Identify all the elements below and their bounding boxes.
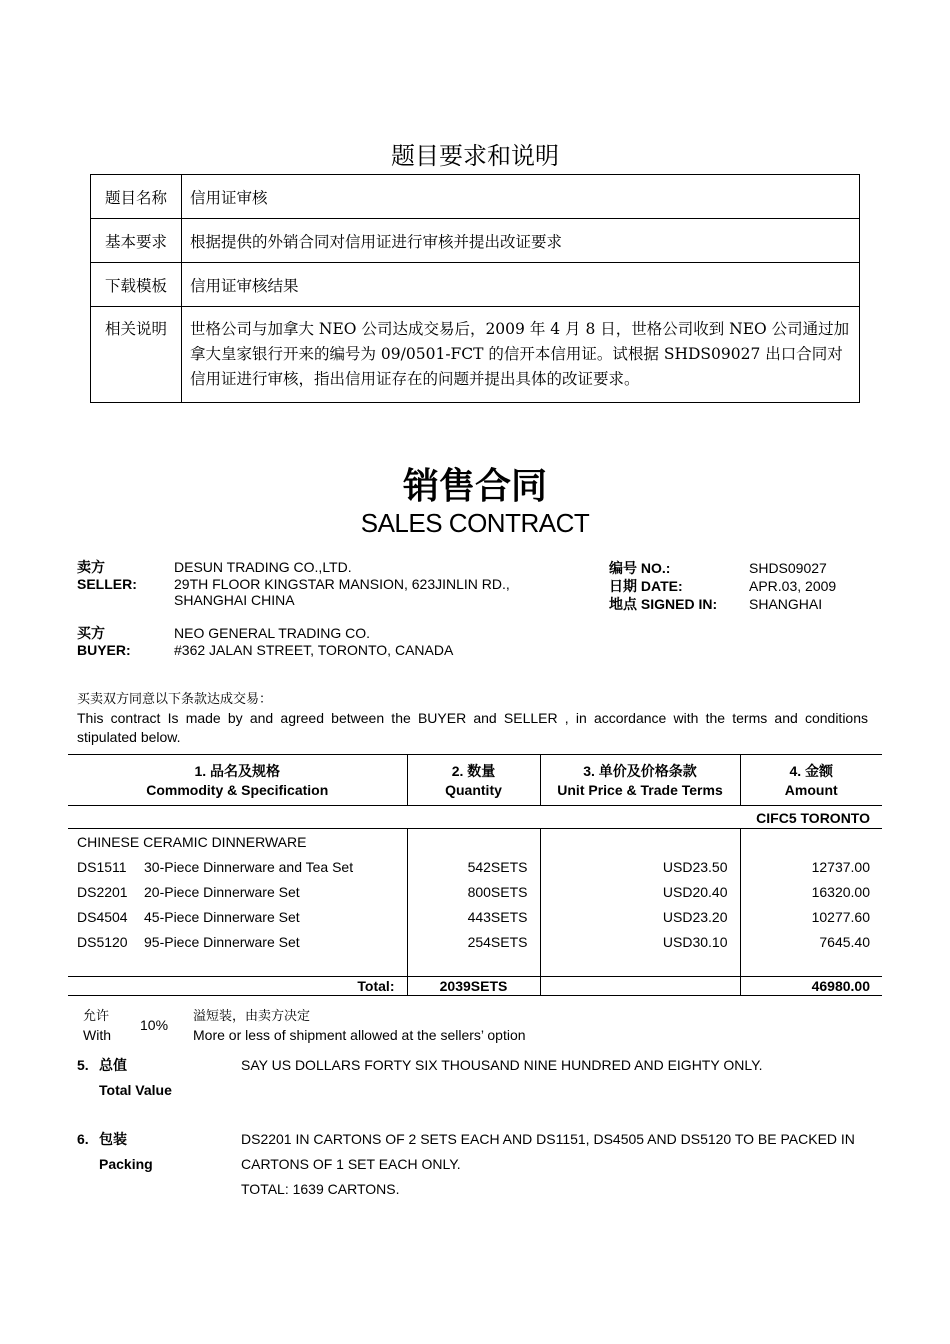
- packing-line: TOTAL: 1639 CARTONS.: [241, 1181, 400, 1197]
- contract-meta-labels: [609, 559, 717, 613]
- requirements-table: [90, 174, 860, 403]
- contract-signed-value: SHANGHAI: [749, 596, 823, 612]
- buyer-label: [77, 625, 131, 658]
- item-price: USD23.20: [540, 904, 740, 929]
- contract-signed-label: 地点 SIGNED IN:: [609, 596, 718, 612]
- item-code: DS1511: [77, 858, 127, 875]
- seller-address-line1: 29TH FLOOR KINGSTAR MANSION, 623JINLIN RD.,: [174, 575, 510, 592]
- item-qty: 800SETS: [407, 879, 540, 904]
- seller-info: [174, 559, 510, 609]
- requirements-title: 题目要求和说明: [391, 142, 559, 170]
- seller-label: [77, 559, 137, 592]
- table-row: [68, 854, 882, 879]
- requirements-key: 下载模板: [91, 263, 182, 307]
- table-row-spacer: [68, 954, 882, 977]
- item-desc: 95-Piece Dinnerware Set: [144, 933, 300, 950]
- item-qty: 443SETS: [407, 904, 540, 929]
- allowance-percent: 10%: [140, 1017, 169, 1033]
- requirements-key: 基本要求: [91, 219, 182, 263]
- section-5-label: [99, 1053, 172, 1103]
- table-row: [68, 879, 882, 904]
- item-amount: 16320.00: [740, 879, 882, 904]
- requirements-row: [91, 263, 860, 307]
- section-6-value: [241, 1127, 881, 1202]
- seller-label-cn: 卖方: [77, 559, 105, 575]
- item-code: DS5120: [77, 933, 128, 950]
- allowance-text-cn: 溢短装，由卖方决定: [193, 1009, 311, 1024]
- trade-term-row: [68, 806, 882, 829]
- item-amount: 7645.40: [740, 929, 882, 954]
- header-commodity: 1. 品名及规格 Commodity & Specification: [68, 755, 407, 806]
- buyer-address: #362 JALAN STREET, TORONTO, CANADA: [174, 641, 454, 658]
- contract-title-cn: 销售合同: [402, 466, 547, 507]
- buyer-label-cn: 买方: [77, 625, 105, 641]
- contract-no-value: SHDS09027: [749, 560, 827, 576]
- item-desc: 30-Piece Dinnerware and Tea Set: [144, 858, 354, 875]
- agreement-en: This contract Is made by and agreed between the BUYER and SELLER , in accordance with the terms and conditions stipulated below.: [77, 710, 868, 745]
- requirements-row: [91, 307, 860, 403]
- item-amount: 12737.00: [740, 854, 882, 879]
- total-label: Total:: [68, 977, 407, 996]
- goods-header-row: [68, 755, 882, 806]
- seller-name: DESUN TRADING CO.,LTD.: [174, 559, 352, 575]
- section-5-label-en: Total Value: [99, 1082, 172, 1098]
- allowance-label-cn: 允许: [83, 1009, 110, 1024]
- section-5-value: [241, 1053, 881, 1078]
- product-group: CHINESE CERAMIC DINNERWARE: [77, 833, 307, 850]
- allowance-text-en: More or less of shipment allowed at the sellers’ option: [193, 1027, 526, 1043]
- requirements-key: 题目名称: [91, 175, 182, 219]
- item-desc: 20-Piece Dinnerware Set: [144, 883, 300, 900]
- header-amount: 4. 金额 Amount: [740, 755, 882, 806]
- item-qty: 542SETS: [407, 854, 540, 879]
- seller-address-line2: SHANGHAI CHINA: [174, 592, 295, 608]
- item-code: DS2201: [77, 883, 128, 900]
- table-row: [68, 904, 882, 929]
- allowance-label: [83, 1008, 111, 1044]
- table-row: [68, 829, 882, 855]
- requirements-value: 信用证审核: [182, 175, 860, 219]
- requirements-row: [91, 219, 860, 263]
- item-amount: 10277.60: [740, 904, 882, 929]
- section-5-label-cn: 总值: [99, 1057, 127, 1073]
- item-price: USD20.40: [540, 879, 740, 904]
- requirements-row: [91, 175, 860, 219]
- item-qty: 254SETS: [407, 929, 540, 954]
- item-code: DS4504: [77, 908, 128, 925]
- header-unit-price: 3. 单价及价格条款 Unit Price & Trade Terms: [540, 755, 740, 806]
- item-desc: 45-Piece Dinnerware Set: [144, 908, 300, 925]
- requirements-value: 世格公司与加拿大 NEO 公司达成交易后，2009 年 4 月 8 日，世格公司收到 NEO 公司通过加拿大皇家银行开来的编号为 09/0501-FCT 的信开本信用证。试根据 SHDS09027 出口合同对信用证进行审核，指出信用证存在的问题并提出具体的改证要求。: [182, 307, 860, 403]
- buyer-label-en: BUYER:: [77, 641, 131, 658]
- allowance-label-en: With: [83, 1027, 111, 1043]
- buyer-name: NEO GENERAL TRADING CO.: [174, 625, 371, 641]
- section-5-number: 5.: [77, 1057, 89, 1073]
- agreement-text: [77, 690, 868, 747]
- requirements-key: 相关说明: [91, 307, 182, 403]
- packing-line: CARTONS OF 1 SET EACH ONLY.: [241, 1156, 461, 1172]
- trade-term: CIFC5 TORONTO: [68, 806, 882, 829]
- total-amount: 46980.00: [740, 977, 882, 996]
- total-value-words: SAY US DOLLARS FORTY SIX THOUSAND NINE HUNDRED AND EIGHTY ONLY.: [241, 1057, 763, 1073]
- section-6-label-en: Packing: [99, 1156, 153, 1172]
- section-6-number: 6.: [77, 1131, 89, 1147]
- contract-date-value: APR.03, 2009: [749, 578, 837, 594]
- seller-label-en: SELLER:: [77, 575, 137, 592]
- agreement-cn: 买卖双方同意以下条款达成交易：: [77, 692, 273, 707]
- total-row: [68, 977, 882, 996]
- buyer-info: [174, 625, 453, 658]
- goods-table: [68, 754, 882, 996]
- requirements-value: 根据提供的外销合同对信用证进行审核并提出改证要求: [182, 219, 860, 263]
- table-row: [68, 929, 882, 954]
- contract-date-label: 日期 DATE:: [609, 578, 683, 594]
- packing-line: DS2201 IN CARTONS OF 2 SETS EACH AND DS1151, DS4505 AND DS5120 TO BE PACKED IN: [241, 1131, 855, 1147]
- contract-title-en: SALES CONTRACT: [360, 508, 590, 538]
- item-price: USD23.50: [540, 854, 740, 879]
- contract-no-label: 编号 NO.:: [609, 560, 671, 576]
- item-price: USD30.10: [540, 929, 740, 954]
- allowance-text: [193, 1008, 526, 1044]
- requirements-value: 信用证审核结果: [182, 263, 860, 307]
- contract-meta-values: [749, 559, 836, 613]
- section-6-label: [99, 1127, 153, 1177]
- section-6-label-cn: 包装: [99, 1131, 127, 1147]
- total-qty: 2039SETS: [407, 977, 540, 996]
- header-quantity: 2. 数量 Quantity: [407, 755, 540, 806]
